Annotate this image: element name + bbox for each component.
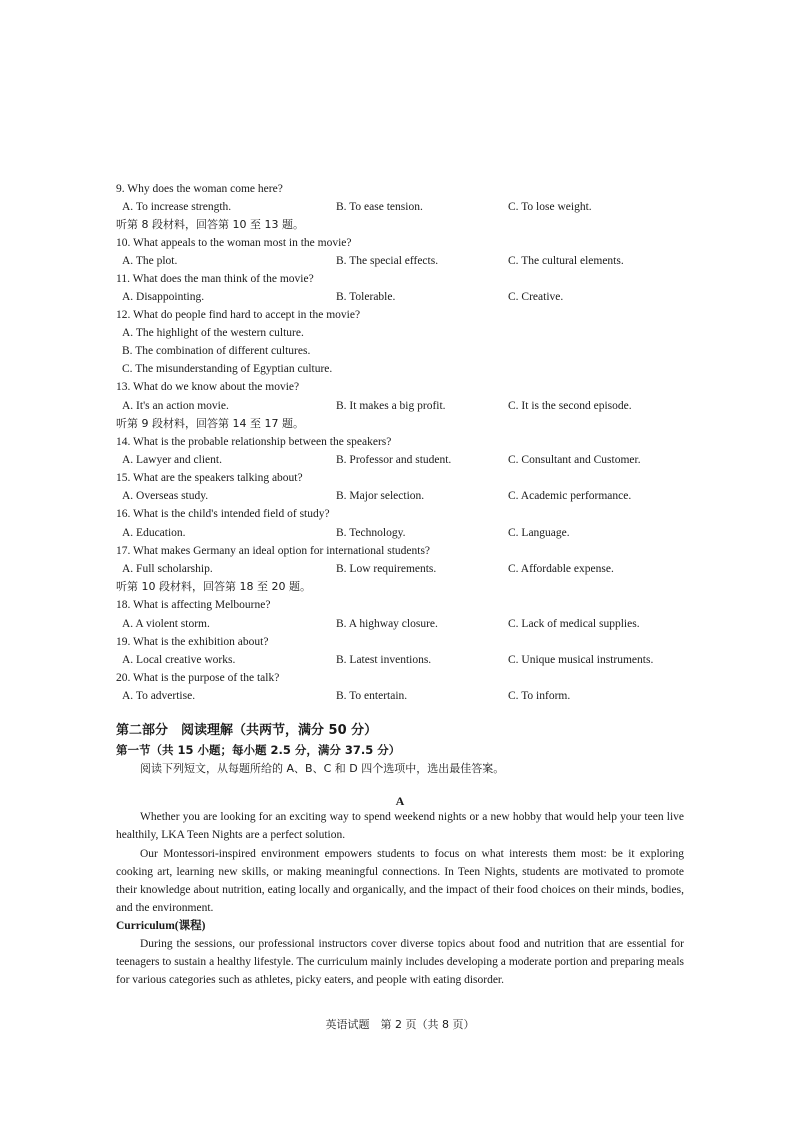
paragraph-text: Our Montessori-inspired environment empowers students to focus on what interests them most: be it exploring cooking art, learning new skills, or making meaningful connections. In Teen Nights, students are motivated to promote their knowledge about nutrition, eating locally and organically, and the impact of their food choices on their minds, bodies, and the environment. (116, 848, 684, 914)
passage-letter: A (395, 794, 405, 808)
option-a: A. Lawyer and client. (122, 454, 222, 466)
option-c: C. Lack of medical supplies. (508, 618, 640, 630)
option-b: B. Low requirements. (336, 563, 437, 575)
option-a: A. To increase strength. (122, 201, 232, 213)
option-b: B. The combination of different cultures. (122, 345, 311, 357)
instructions: 阅读下列短文，从每题所给的 A、B、C 和 D 四个选项中，选出最佳答案。 (140, 762, 505, 775)
option-c: C. Unique musical instruments. (508, 654, 654, 666)
question-15: 15. What are the speakers talking about? (116, 472, 303, 484)
question-14: 14. What is the probable relationship between the speakers? (116, 436, 392, 448)
passage-paragraph-3 (116, 935, 684, 989)
option-c: C. The misunderstanding of Egyptian culture. (122, 363, 333, 375)
paragraph-text: Whether you are looking for an exciting way to spend weekend nights or a new hobby that would help your teen live healthily, LKA Teen Nights are a perfect solution. (116, 811, 684, 841)
option-c: C. Affordable expense. (508, 563, 614, 575)
question-13: 13. What do we know about the movie? (116, 381, 300, 393)
question-19: 19. What is the exhibition about? (116, 636, 269, 648)
listening-note: 听第 10 段材料，回答第 18 至 20 题。 (116, 580, 311, 593)
paragraph-text: During the sessions, our professional instructors cover diverse topics about food and nutrition that are essential for teenagers to sustain a healthy lifestyle. The curriculum mainly includes developing a moderate portion and preparing meals for various categories such as athletes, picky eaters, and people with eating disorder. (116, 938, 684, 986)
question-10: 10. What appeals to the woman most in the movie? (116, 237, 352, 249)
option-c: C. Academic performance. (508, 490, 632, 502)
option-a: A. A violent storm. (122, 618, 210, 630)
option-b: B. To ease tension. (336, 201, 423, 213)
question-17: 17. What makes Germany an ideal option for international students? (116, 545, 431, 557)
option-c: C. It is the second episode. (508, 400, 632, 412)
option-b: B. It makes a big profit. (336, 400, 446, 412)
question-18: 18. What is affecting Melbourne? (116, 599, 271, 611)
option-a: A. Local creative works. (122, 654, 236, 666)
option-b: B. Professor and student. (336, 454, 452, 466)
listening-note: 听第 8 段材料，回答第 10 至 13 题。 (116, 218, 304, 231)
option-b: B. Technology. (336, 527, 406, 539)
passage-paragraph-2 (116, 845, 684, 917)
option-a: A. The highlight of the western culture. (122, 327, 304, 339)
curriculum-heading: Curriculum(课程) (116, 920, 206, 932)
option-c: C. Language. (508, 527, 570, 539)
option-b: B. Tolerable. (336, 291, 396, 303)
option-a: A. Overseas study. (122, 490, 209, 502)
option-c: C. To inform. (508, 690, 571, 702)
question-16: 16. What is the child's intended field of study? (116, 508, 330, 520)
option-c: C. To lose weight. (508, 201, 592, 213)
section-title: 第一节（共 15 小题；每小题 2.5 分，满分 37.5 分） (116, 743, 401, 757)
option-a: A. The plot. (122, 255, 178, 267)
passage-paragraph-1 (116, 808, 684, 844)
option-b: B. Latest inventions. (336, 654, 432, 666)
option-c: C. Creative. (508, 291, 564, 303)
page-footer: 英语试题 第 2 页（共 8 页） (325, 1018, 475, 1031)
option-a: A. Education. (122, 527, 186, 539)
option-c: C. Consultant and Customer. (508, 454, 641, 466)
option-b: B. To entertain. (336, 690, 408, 702)
question-11: 11. What does the man think of the movie? (116, 273, 314, 285)
part-title: 第二部分 阅读理解（共两节，满分 50 分） (116, 723, 378, 738)
option-b: B. A highway closure. (336, 618, 438, 630)
listening-note: 听第 9 段材料，回答第 14 至 17 题。 (116, 417, 304, 430)
option-a: A. To advertise. (122, 690, 196, 702)
option-a: A. Full scholarship. (122, 563, 213, 575)
option-a: A. It's an action movie. (122, 400, 229, 412)
option-c: C. The cultural elements. (508, 255, 624, 267)
option-a: A. Disappointing. (122, 291, 205, 303)
option-b: B. The special effects. (336, 255, 439, 267)
question-20: 20. What is the purpose of the talk? (116, 672, 280, 684)
question-12: 12. What do people find hard to accept in the movie? (116, 309, 361, 321)
question-9: 9. Why does the woman come here? (116, 183, 283, 195)
option-b: B. Major selection. (336, 490, 425, 502)
